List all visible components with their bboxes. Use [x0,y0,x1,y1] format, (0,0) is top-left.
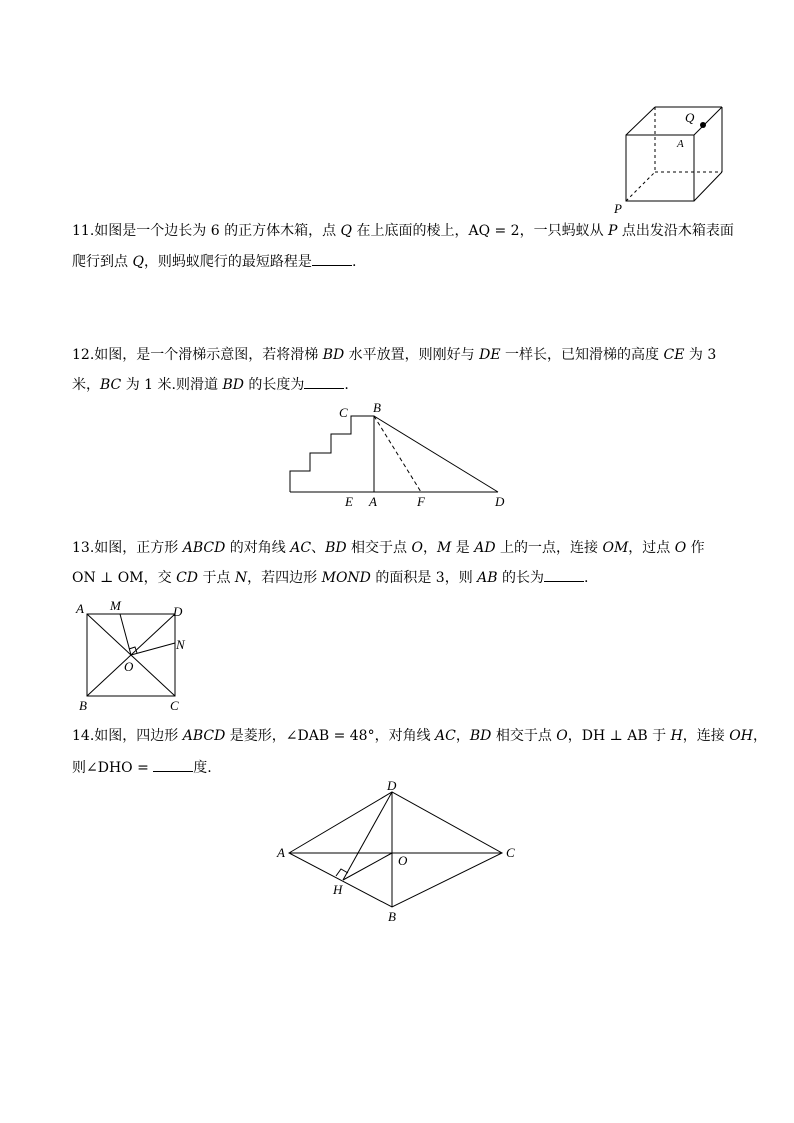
q14-line2: 则∠DHO = 度. [72,760,212,776]
q13-line1: 13.如图，正方形 ABCD 的对角线 AC、BD 相交于点 O，M 是 AD 上的一点，连接 OM，过点 O 作 [72,540,705,556]
label-p: P [614,201,622,216]
label-a: A [76,601,84,616]
label-a: A [677,138,684,150]
label-d: D [387,780,397,793]
answer-blank[interactable] [312,253,352,266]
label-c: C [170,698,179,713]
label-e: E [345,494,353,509]
label-a: A [369,494,377,509]
label-a: A [277,845,285,860]
answer-blank[interactable] [304,376,344,389]
q12-line1: 12.如图，是一个滑梯示意图，若将滑梯 BD 水平放置，则刚好与 DE 一样长，已知滑梯的高度 CE 为 3 [72,347,717,363]
label-f: F [417,494,425,509]
square-figure [70,596,200,714]
label-b: B [79,698,87,713]
label-b: B [388,909,396,924]
q13-line2: ON ⊥ OM，交 CD 于点 N，若四边形 MOND 的面积是 3，则 AB 的长为 . [72,570,589,586]
q14-line1: 14.如图，四边形 ABCD 是菱形，∠DAB = 48°，对角线 AC，BD 相交于点 O，DH ⊥ AB 于 H，连接 OH， [72,728,767,744]
answer-blank[interactable] [153,759,193,772]
label-m: M [110,598,121,613]
q12-line2: 米，BC 为 1 米.则滑道 BD 的长度为 . [72,377,349,393]
label-b: B [373,400,381,415]
label-h: H [333,882,343,897]
label-n: N [176,637,185,652]
label-c: C [506,845,515,860]
label-d: D [495,494,505,509]
label-c: C [339,405,348,420]
point-q [700,122,706,128]
rhombus-figure [272,780,527,930]
cube-figure [600,100,730,218]
q11-line2: 爬行到点 Q，则蚂蚁爬行的最短路程是 . [72,254,357,270]
label-q: Q [685,110,695,125]
q11-line1: 11.如图是一个边长为 6 的正方体木箱，点 Q 在上底面的棱上，AQ = 2，一只蚂蚁从 P 点出发沿木箱表面 [72,223,734,239]
label-o: O [398,853,408,868]
label-d: D [173,604,183,619]
answer-blank[interactable] [544,569,584,582]
slide-figure [280,398,520,510]
label-o: O [124,659,134,674]
